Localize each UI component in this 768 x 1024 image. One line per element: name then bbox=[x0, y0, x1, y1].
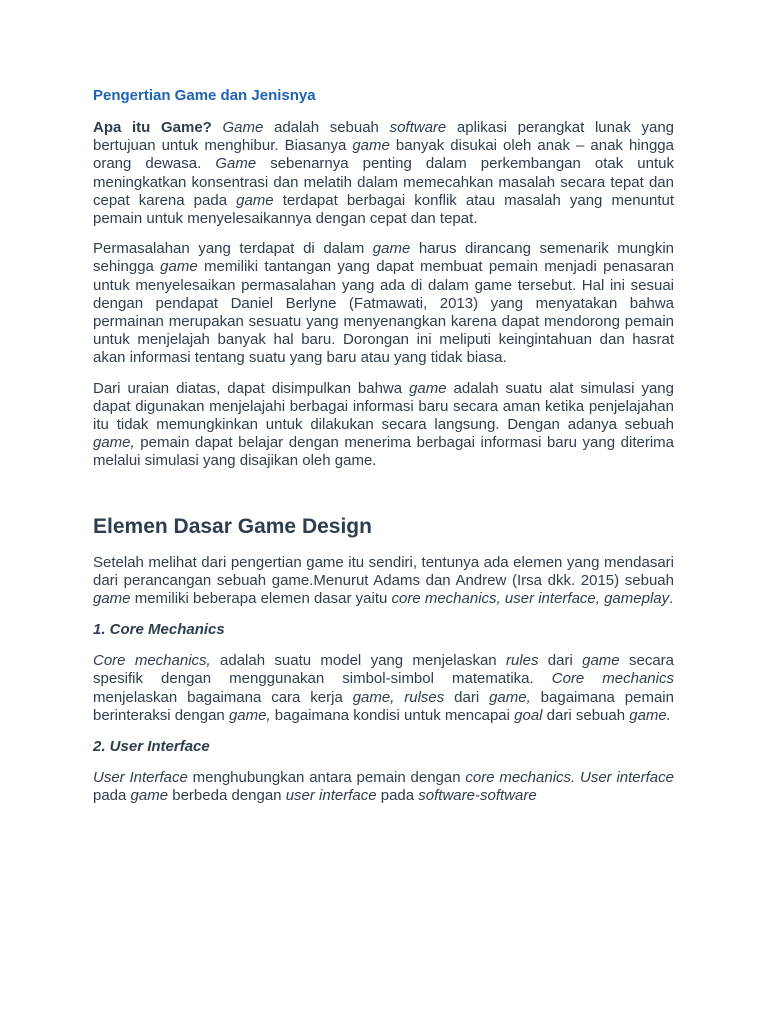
term-game: game bbox=[409, 379, 447, 397]
term-game: game. bbox=[629, 706, 671, 724]
text-run: menjelaskan bagaimana cara kerja bbox=[93, 688, 353, 706]
term-core-mechanics: Core mechanics, bbox=[93, 652, 211, 670]
term-game: Game bbox=[215, 155, 257, 173]
text-run: adalah suatu alat simulasi yang dapat digunakan menjelajahi berbagai informasi baru secara aman ketika penjelajahan itu tidak memungkinkan untuk dilakukan secara langsung. Dengan adanya sebuah bbox=[93, 379, 674, 434]
text-run: memiliki beberapa elemen dasar yaitu bbox=[130, 590, 392, 608]
text-run: harus dirancang semenarik mungkin sehingga bbox=[93, 240, 674, 276]
text-run: pada bbox=[376, 787, 419, 805]
term-game: Game bbox=[222, 119, 264, 136]
text-run: bagaimana pemain berinteraksi dengan bbox=[93, 688, 674, 724]
text-run: berbeda dengan bbox=[168, 787, 286, 805]
text-run: bagaimana kondisi untuk mencapai bbox=[270, 706, 515, 724]
term-software: software-software bbox=[418, 787, 537, 805]
paragraph-user-interface bbox=[93, 769, 674, 805]
term-user-interface: User Interface bbox=[93, 769, 188, 787]
term-software: software bbox=[389, 119, 447, 136]
text-run: banyak disukai oleh anak – anak hingga orang dewasa. bbox=[93, 137, 674, 173]
text-run: dari bbox=[444, 688, 490, 706]
term-goal: goal bbox=[514, 706, 543, 724]
paragraph-core-mechanics bbox=[93, 652, 674, 725]
term-game: game, bbox=[489, 688, 531, 706]
paragraph-elemen-intro bbox=[93, 554, 674, 609]
text-run: dari sebuah bbox=[542, 706, 630, 724]
text-run: pemain dapat belajar dengan menerima berbagai informasi baru yang diterima melalui simulasi yang disajikan oleh game. bbox=[93, 434, 674, 470]
document-page bbox=[93, 86, 674, 817]
term-user-interface: user interface bbox=[285, 787, 377, 805]
term-game: game bbox=[160, 258, 198, 276]
text-run: Dari uraian diatas, dapat disimpulkan bahwa bbox=[93, 379, 410, 397]
text-run: aplikasi perangkat lunak yang bertujuan untuk menghibur. Biasanya bbox=[93, 119, 674, 155]
term-elements: core mechanics, user interface, gameplay bbox=[391, 590, 670, 608]
term-game: game bbox=[582, 652, 620, 670]
text-run: . bbox=[669, 590, 674, 608]
text-run: pada bbox=[93, 787, 131, 805]
text-run: adalah suatu model yang menjelaskan bbox=[210, 652, 506, 670]
term-game-rules: game, rulses bbox=[352, 688, 445, 706]
heading-core-mechanics: 1. Core Mechanics bbox=[93, 621, 225, 639]
section-title-pengertian: Pengertian Game dan Jenisnya bbox=[93, 87, 316, 104]
text-run: dari bbox=[538, 652, 583, 670]
term-game: game bbox=[236, 191, 274, 209]
text-run: Permasalahan yang terdapat di dalam bbox=[93, 240, 373, 258]
text-run: sebenarnya penting dalam perkembangan otak untuk meningkatkan konsentrasi dan melatih dalam memecahkan masalah secara tepat dan cepat karena pada bbox=[93, 155, 674, 209]
paragraph-permasalahan bbox=[93, 240, 674, 367]
heading-elemen-dasar: Elemen Dasar Game Design bbox=[93, 514, 372, 538]
term-game: game bbox=[93, 590, 131, 608]
text-run: memiliki tantangan yang dapat membuat pemain menjadi penasaran untuk menyelesaikan permasalahan yang ada di dalam game tersebut. Hal ini sesuai dengan pendapat Daniel Berlyne (Fatmawati, 2013) yang menyatakan bahwa permainan merupakan sesuatu yang menyenangkan karena dapat mendorong pemain untuk menjelajah banyak hal baru. Dorongan ini meliputi keingintahuan dan hasrat akan informasi tentang suatu yang baru atau yang tidak biasa. bbox=[93, 258, 674, 367]
lead-question: Apa itu Game? bbox=[93, 119, 212, 136]
paragraph-kesimpulan bbox=[93, 380, 674, 471]
text-run: terdapat berbagai konflik atau masalah yang menuntut pemain untuk menyelesaikannya dengan cepat dan tepat. bbox=[93, 191, 674, 228]
text-run: menghubungkan antara pemain dengan bbox=[187, 769, 466, 787]
text-run: secara spesifik dengan menggunakan simbol-simbol matematika. bbox=[93, 652, 674, 688]
term-game: game, bbox=[228, 706, 271, 724]
text-run: adalah sebuah bbox=[263, 119, 390, 136]
term-core-mechanics: Core mechanics bbox=[551, 670, 674, 688]
term-rules: rules bbox=[505, 652, 539, 670]
term-game: game bbox=[372, 240, 411, 258]
term-game: game bbox=[130, 787, 169, 805]
heading-user-interface: 2. User Interface bbox=[93, 738, 210, 756]
paragraph-apa-itu-game bbox=[93, 119, 674, 228]
term-game: game bbox=[352, 137, 390, 155]
text-run: Setelah melihat dari pengertian game itu sendiri, tentunya ada elemen yang mendasari dari perancangan sebuah game.Menurut Adams dan Andrew (Irsa dkk. 2015) sebuah bbox=[93, 553, 674, 589]
term-core-mechanics: core mechanics. User interface bbox=[465, 769, 674, 787]
term-game: game, bbox=[93, 434, 135, 452]
